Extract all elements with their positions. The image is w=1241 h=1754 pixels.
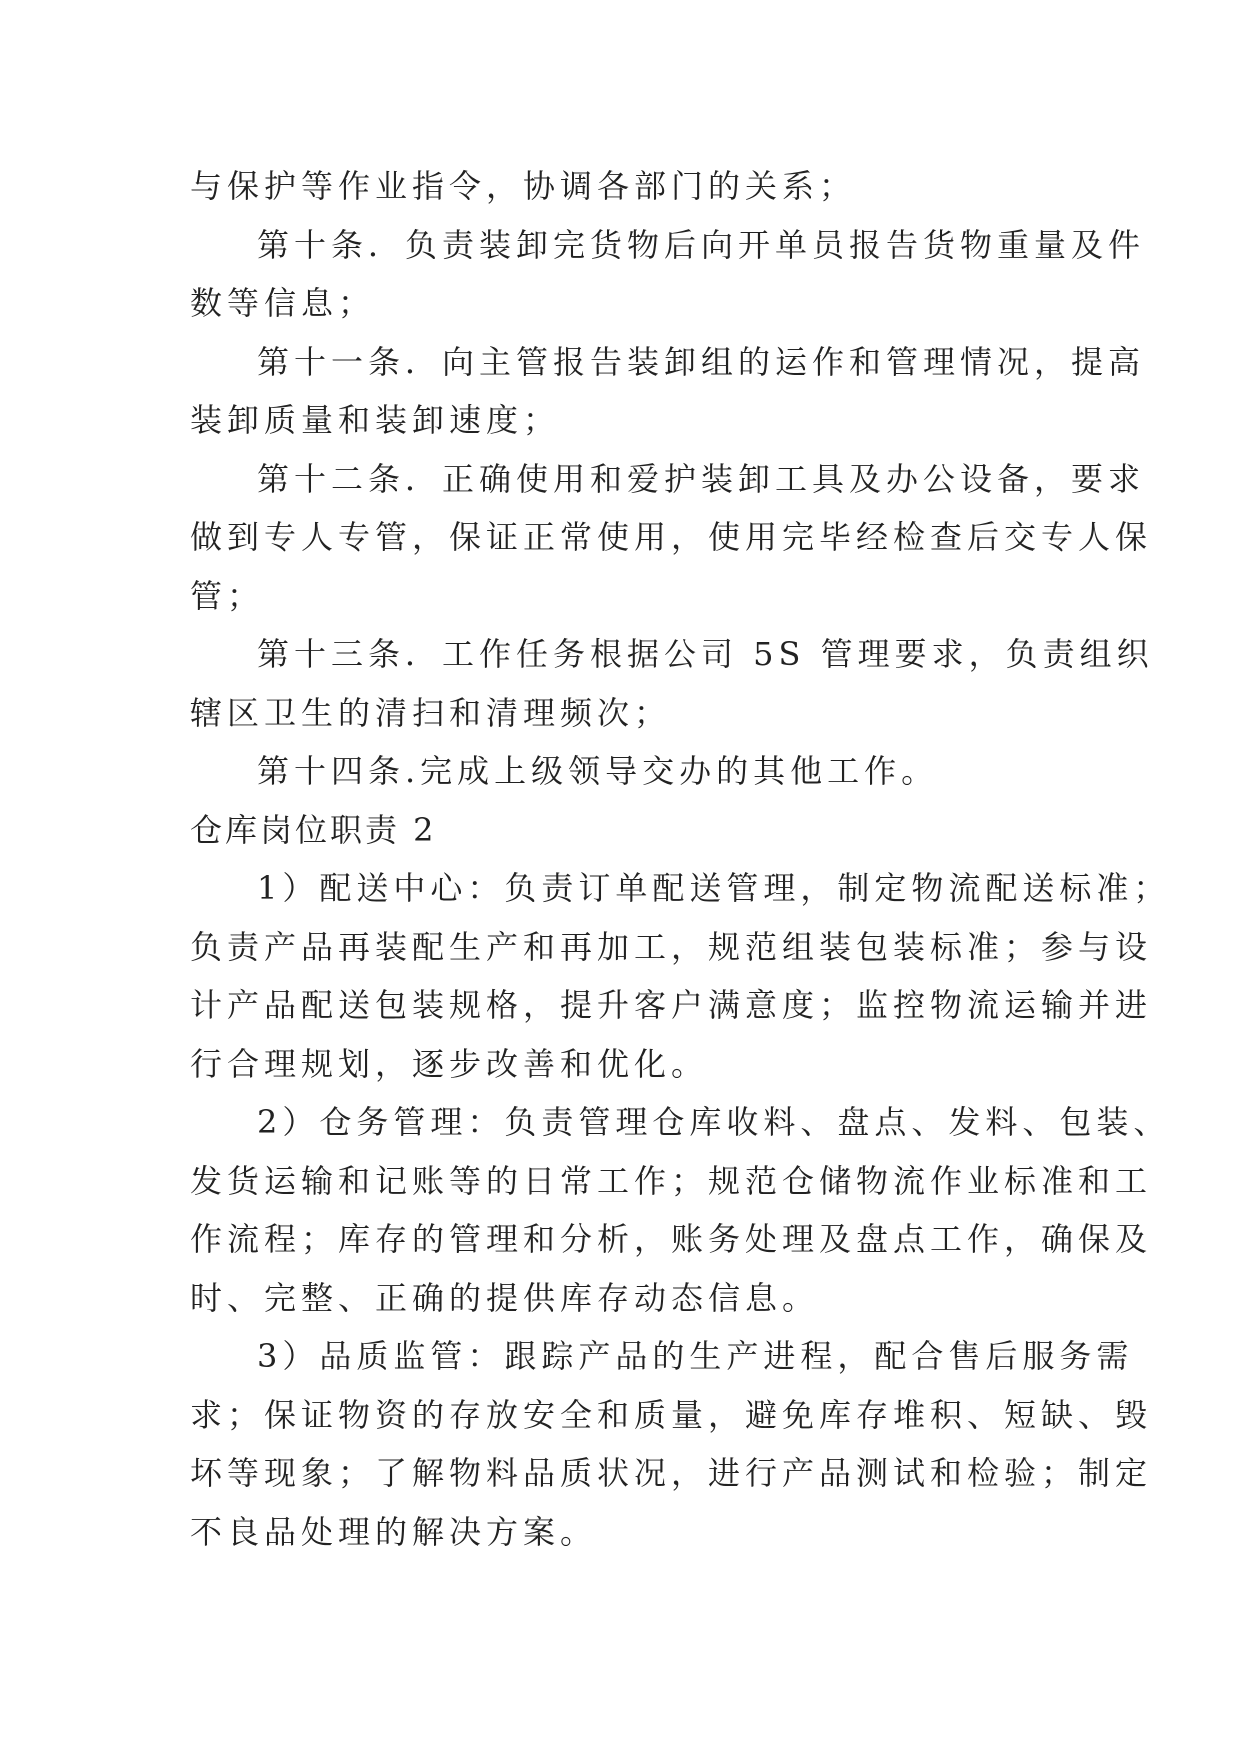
text-line: 不良品处理的解决方案。 xyxy=(190,1512,598,1551)
text-line: 辖区卫生的清扫和清理频次； xyxy=(190,693,672,732)
article-13-line: 第十三条．工作任务根据公司 5S 管理要求，负责组织 xyxy=(257,635,1154,673)
article-12-line: 第十二条．正确使用和爱护装卸工具及办公设备，要求 xyxy=(257,459,1146,498)
text-line: 坏等现象；了解物料品质状况，进行产品测试和检验；制定 xyxy=(190,1454,1153,1492)
article-14-line: 第十四条.完成上级领导交办的其他工作。 xyxy=(257,752,939,790)
text-line: 行合理规划，逐步改善和优化。 xyxy=(190,1044,709,1083)
item-1-line: 1）配送中心：负责订单配送管理，制定物流配送标准； xyxy=(257,869,1171,907)
text-line: 时、完整、正确的提供库存动态信息。 xyxy=(190,1278,820,1317)
text-line: 求；保证物资的存放安全和质量，避免库存堆积、短缺、毁 xyxy=(190,1395,1153,1434)
text-line: 与保护等作业指令，协调各部门的关系； xyxy=(190,167,857,205)
text-line: 作流程；库存的管理和分析，账务处理及盘点工作，确保及 xyxy=(190,1220,1153,1258)
text-line: 负责产品再装配生产和再加工，规范组装包装标准；参与设 xyxy=(190,927,1153,966)
text-line: 管； xyxy=(190,576,265,615)
article-10-line: 第十条．负责装卸完货物后向开单员报告货物重量及件 xyxy=(257,225,1146,264)
item-3-line: 3）品质监管：跟踪产品的生产进程，配合售后服务需 xyxy=(257,1337,1134,1375)
text-line: 数等信息； xyxy=(190,284,376,322)
text-line: 做到专人专管，保证正常使用，使用完毕经检查后交专人保 xyxy=(190,518,1153,556)
text-line: 计产品配送包装规格，提升客户满意度；监控物流运输并进 xyxy=(190,986,1153,1024)
article-11-line: 第十一条．向主管报告装卸组的运作和管理情况，提高 xyxy=(257,342,1146,381)
item-2-line: 2）仓务管理：负责管理仓库收料、盘点、发料、包装、 xyxy=(257,1103,1171,1141)
text-line: 装卸质量和装卸速度； xyxy=(190,401,561,439)
text-line: 发货运输和记账等的日常工作；规范仓储物流作业标准和工 xyxy=(190,1161,1153,1200)
section-heading: 仓库岗位职责 2 xyxy=(190,810,437,849)
document-body xyxy=(190,157,1171,1561)
